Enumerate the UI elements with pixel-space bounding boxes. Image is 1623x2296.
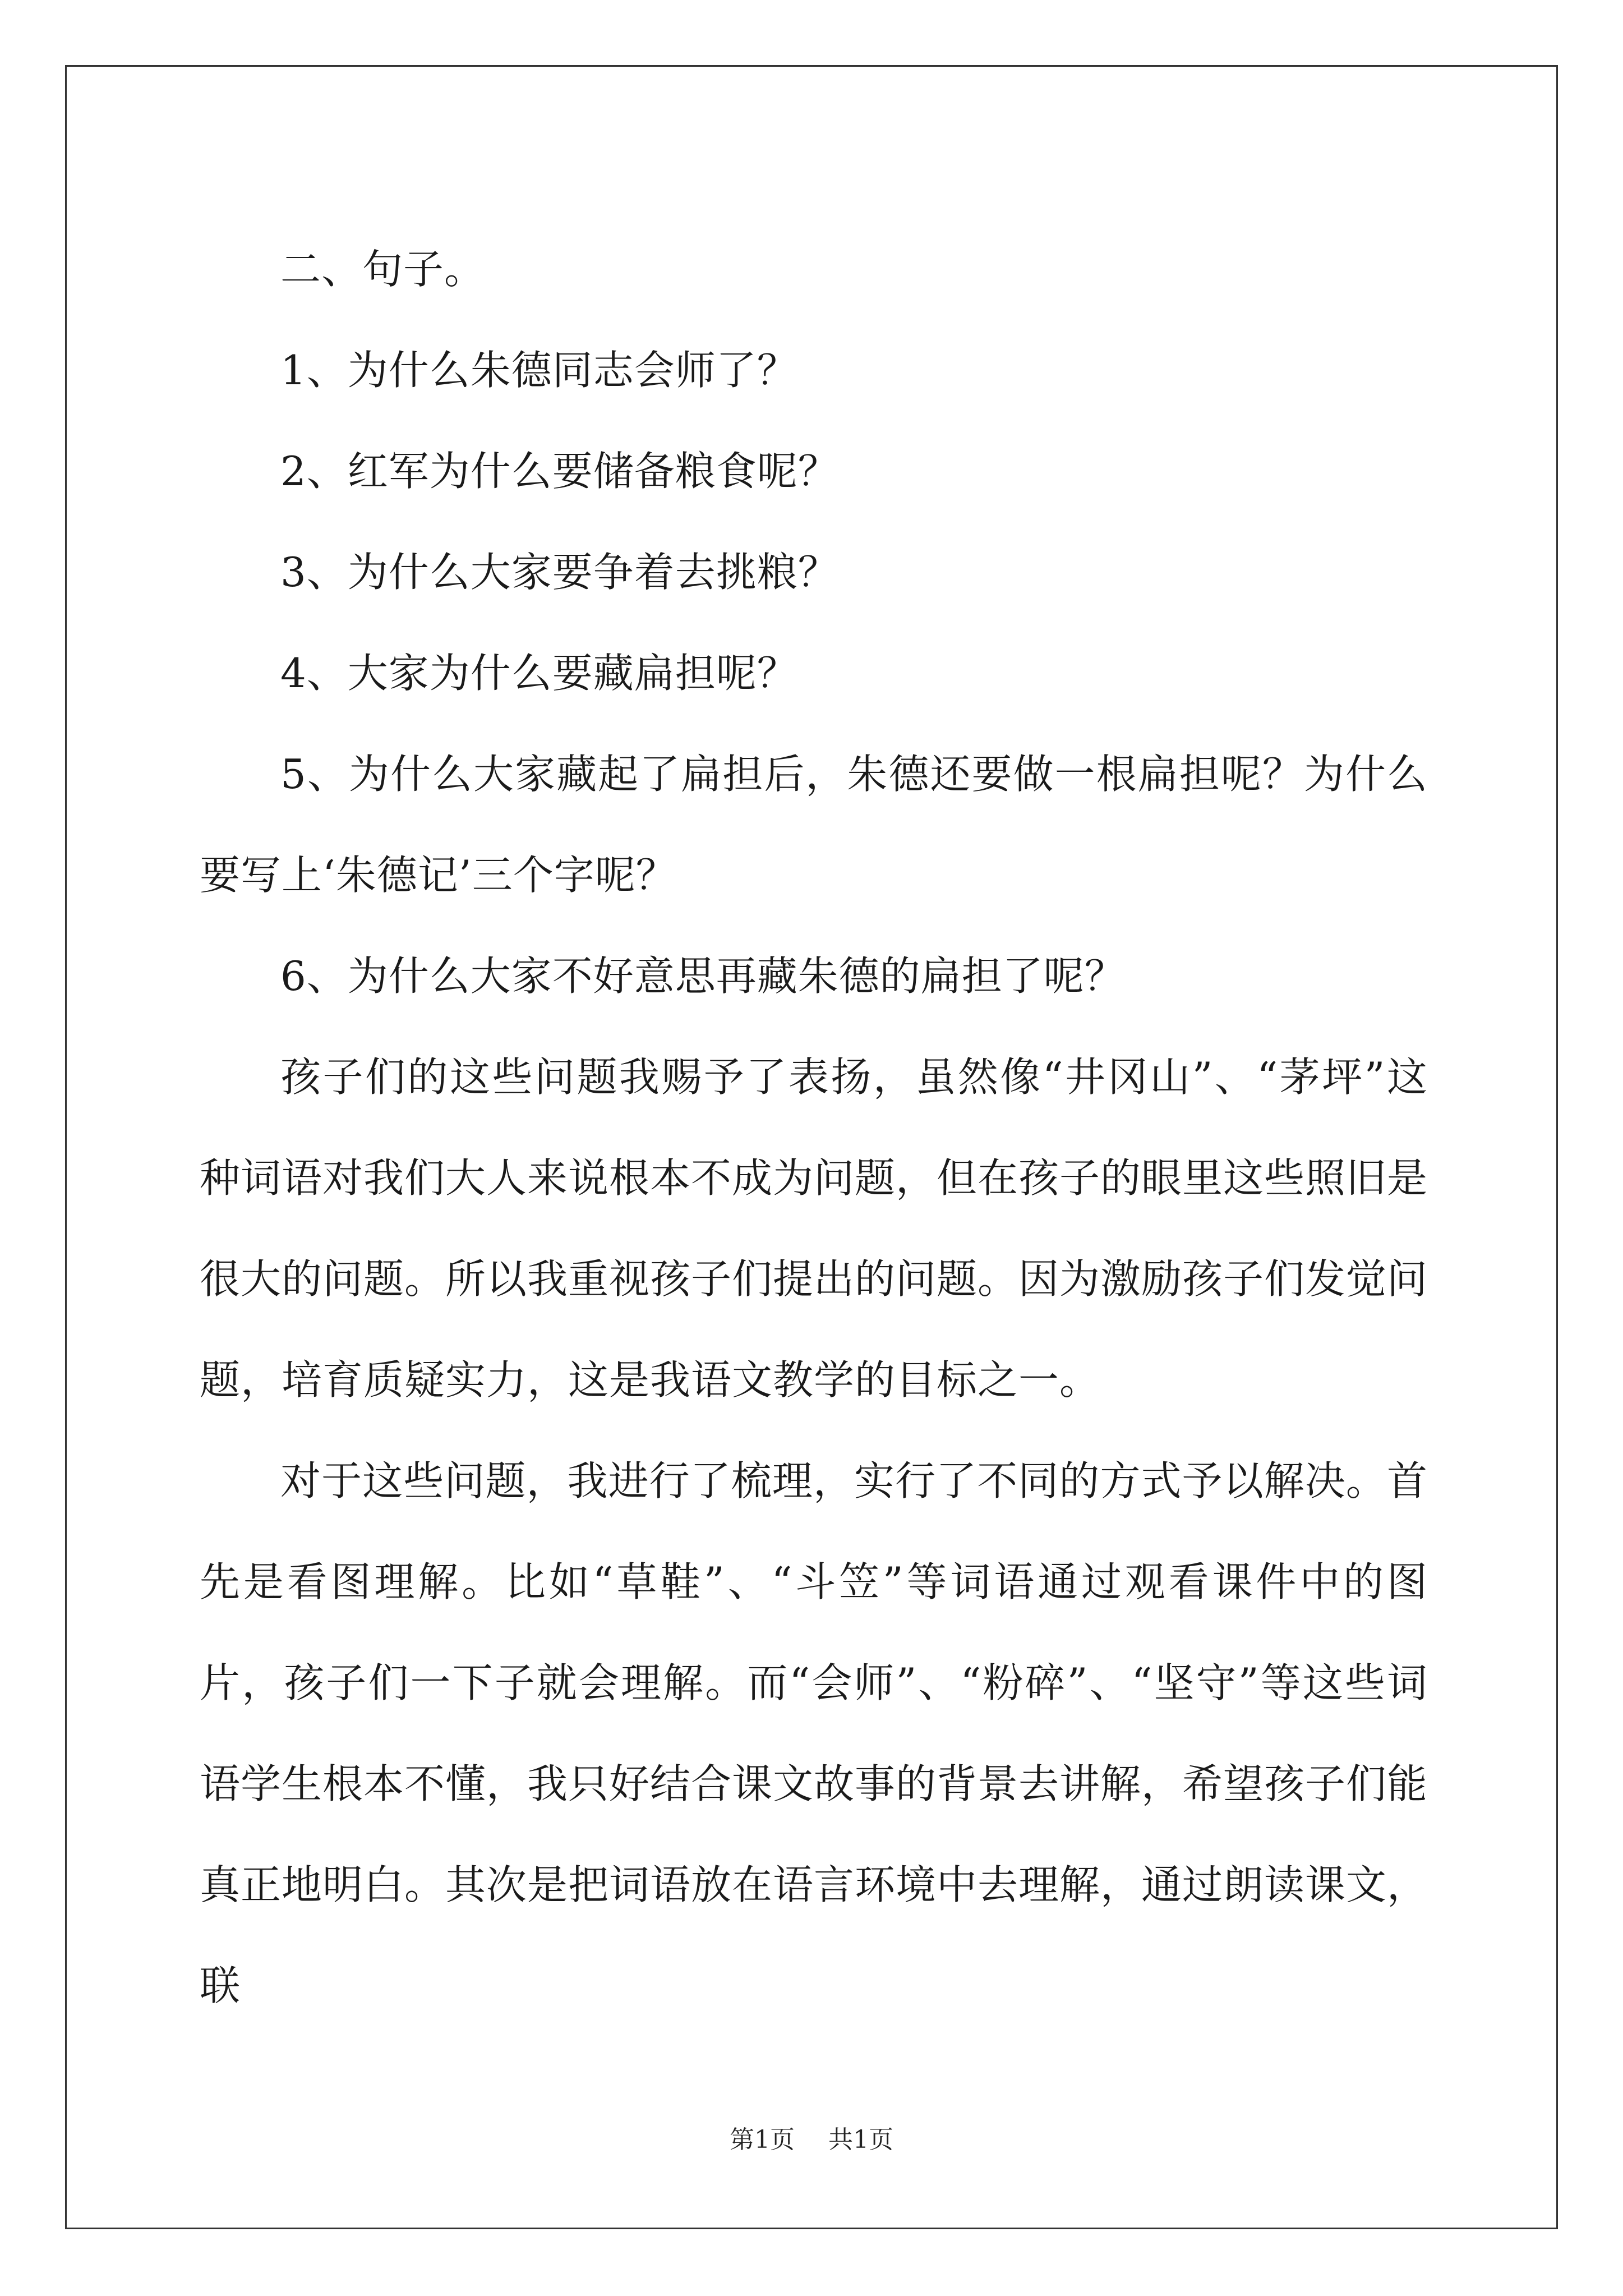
question-4: 4、大家为什么要藏扁担呢？ <box>280 650 798 697</box>
page-footer <box>0 2123 1623 2157</box>
body-paragraph: 对于这些问题，我进行了梳理，实行了不同的方式予以解决。首先是看图理解。比如“草鞋”、“斗笠”等词语通过观看课件中的图片，孩子们一下子就会理解。而“会师”、“粉碎”、“坚守”等这些词语学生根本不懂，我只好结合课文故事的背景去讲解，希望孩子们能真正地明白。其次是把词语放在语言环境中去理解，通过朗读课文，联 <box>200 1457 1428 2009</box>
question-5: 5、为什么大家藏起了扁担后，朱德还要做一根扁担呢？为什么要写上‘朱德记’三个字呢？ <box>200 751 1428 899</box>
question-3: 3、为什么大家要争着去挑粮？ <box>280 549 839 596</box>
document-body <box>200 219 1428 2036</box>
question-2: 2、红军为什么要储备粮食呢？ <box>280 448 839 495</box>
page-number: 第1页 <box>730 2125 795 2154</box>
page-total: 共1页 <box>828 2125 893 2154</box>
question-6: 6、为什么大家不好意思再藏朱德的扁担了呢？ <box>280 953 1126 1000</box>
question-1: 1、为什么朱德同志会师了？ <box>280 347 798 394</box>
section-heading: 二、句子。 <box>280 246 486 293</box>
body-paragraph: 孩子们的这些问题我赐予了表扬，虽然像“井冈山”、“茅坪”这种词语对我们大人来说根本不成为问题，但在孩子的眼里这些照旧是很大的问题。所以我重视孩子们提出的问题。因为激励孩子们发觉问题，培育质疑实力，这是我语文教学的目标之一。 <box>200 1053 1428 1404</box>
